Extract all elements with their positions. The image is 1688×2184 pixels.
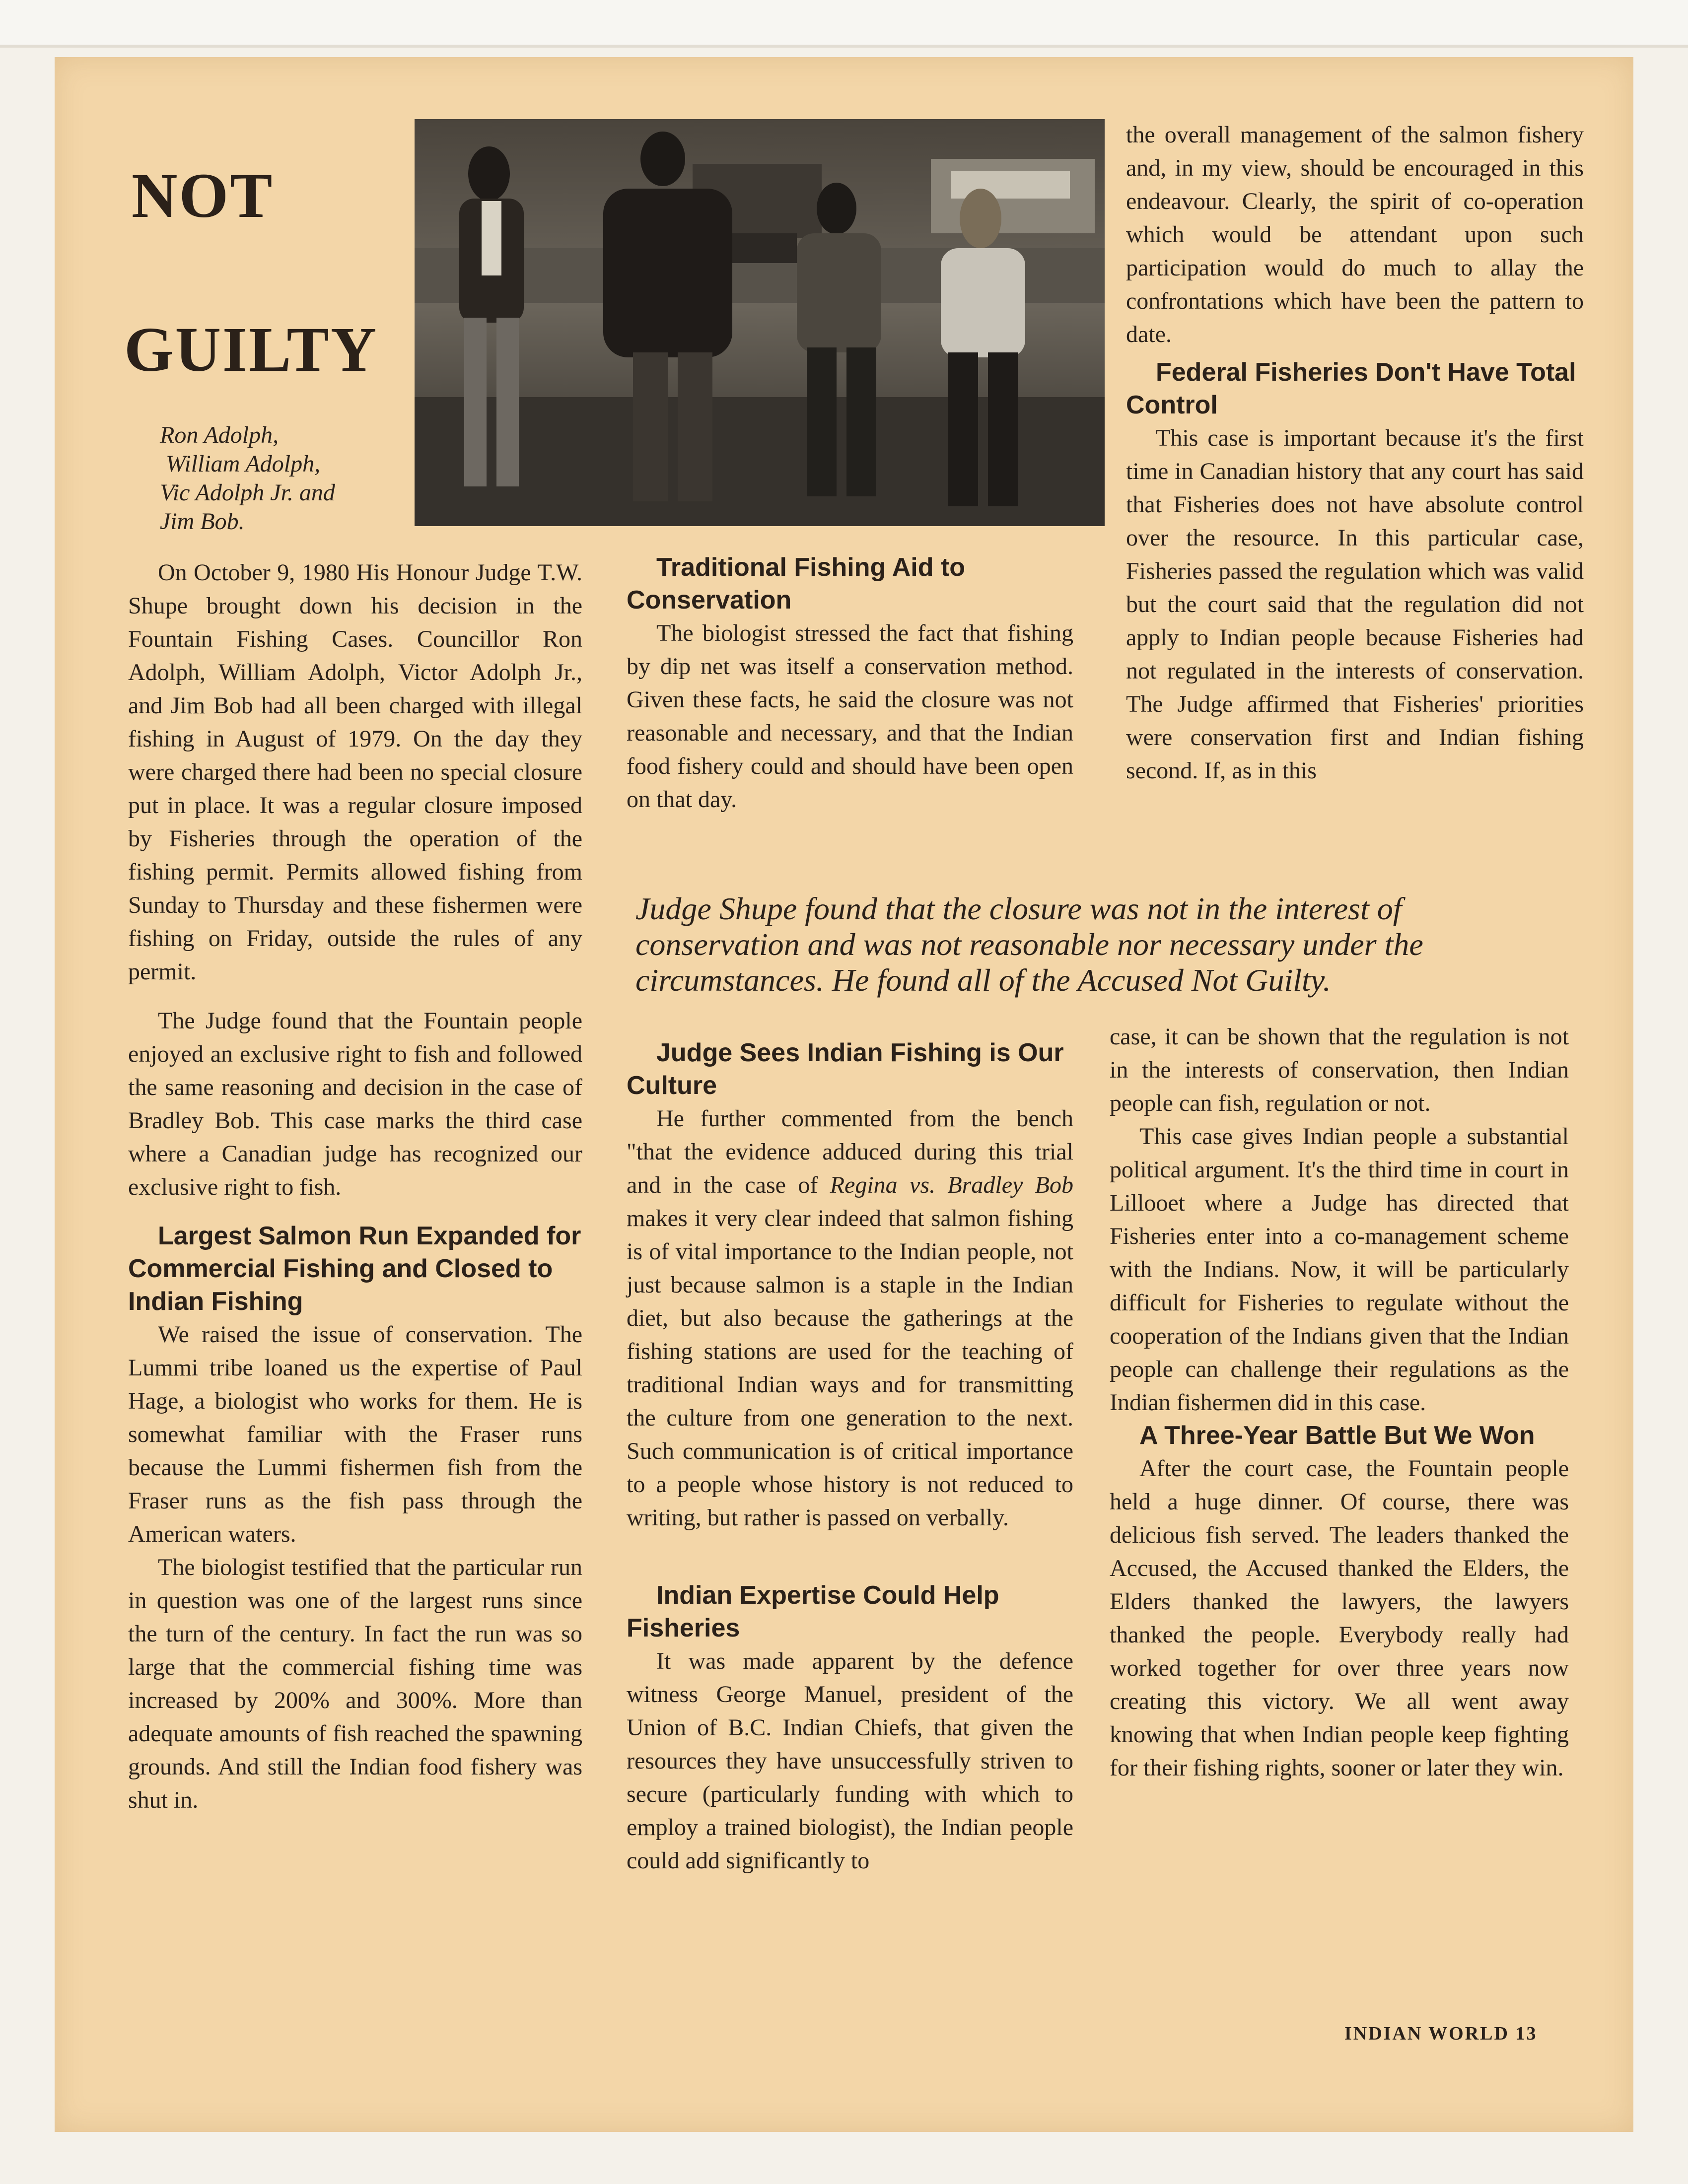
paragraph: This case is important because it's the first time in Canadian history that any court has said that Fisheries does not have absolute control over the resource. In this particular case, Fisheries passed the regulation which was valid but the court said that the regulation did not apply to Indian people because Fisheries had not regulated in the interests of conservation. The Judge affirmed that Fisheries' priorities were conservation first and Indian fishing second. If, as in this — [1126, 425, 1584, 784]
paragraph: the overall management of the salmon fishery and, in my view, should be encouraged in this endeavour. Clearly, the spirit of co-operation which would be attendant upon such participation would do much to allay the confrontations which have been the pattern to date. — [1126, 122, 1584, 347]
paragraph — [627, 1102, 1073, 1534]
group-photo-illustration — [415, 119, 1105, 526]
paragraph: case, it can be shown that the regulation is not in the interests of conservation, then Indian people can fish, regulation or not. — [1110, 1024, 1569, 1116]
section-heading: Judge Sees Indian Fishing is Our Culture — [627, 1038, 1064, 1100]
page-footer: INDIAN WORLD 13 — [1344, 2023, 1538, 2044]
column-2-bottom — [627, 1036, 1073, 1877]
paragraph: The Judge found that the Fountain people enjoyed an exclusive right to fish and followed the same reasoning and decision in the case of Bradley Bob. This case marks the third case where a Canadian judge has recognized our exclusive right to fish. — [128, 1008, 582, 1200]
section-heading: Traditional Fishing Aid to Conservation — [627, 553, 966, 614]
quote-text: makes it very clear indeed that salmon fishing is of vital importance to the Indian people, not just because salmon is a staple in the Indian diet, but also because the gatherings at the fishing stations are used for the teaching of traditional Indian ways and for transmitting the culture from one generation to the next. Such communication is of critical importance to a people whose history is not reduced to writing, but rather is passed on verbally. — [627, 1205, 1073, 1531]
column-2-top — [627, 551, 1073, 816]
pull-quote-line: conservation and was not reasonable nor necessary under the — [635, 927, 1423, 962]
caption-line: Ron Adolph, — [160, 422, 279, 448]
section-heading: Largest Salmon Run Expanded for Commercial Fishing and Closed to Indian Fishing — [128, 1222, 581, 1316]
column-1 — [128, 556, 582, 1817]
case-name: Regina vs. Bradley Bob — [830, 1172, 1073, 1198]
section-heading: Federal Fisheries Don't Have Total Control — [1126, 358, 1576, 419]
paragraph: This case gives Indian people a substantial political argument. It's the third time in court in Lillooet where a Judge has directed that Fisheries enter into a co-management scheme with the Indians. Now, it will be particularly difficult for Fisheries to regulate without the cooperation of the Indians given that the Indian people can challenge their regulations as the Indian fishermen did in this case. — [1110, 1123, 1569, 1416]
pull-quote-line: circumstances. He found all of the Accused Not Guilty. — [635, 962, 1331, 998]
group-photo — [415, 119, 1105, 526]
scan-margin — [0, 0, 1688, 48]
photo-caption — [160, 421, 418, 536]
paragraph: The biologist testified that the particular run in question was one of the largest runs since the turn of the century. In fact the run was so large that the commercial fishing time was increased by 200% and 300%. More than adequate amounts of fish reached the spawning grounds. And still the Indian food fishery was shut in. — [128, 1554, 582, 1813]
section-heading: A Three-Year Battle But We Won — [1139, 1421, 1535, 1450]
column-3-top — [1126, 118, 1584, 787]
column-3-bottom — [1110, 1020, 1569, 1784]
headline-line-2: GUILTY — [124, 314, 378, 385]
paragraph: The biologist stressed the fact that fishing by dip net was itself a conservation method. Given these facts, he said the closure was not reasonable and necessary, and that the Indian food fishery could and should have been open on that day. — [627, 620, 1073, 813]
quote-text: He further commented from the bench "that the evidence adduced during this trial and in the case of — [627, 1105, 1073, 1198]
caption-line: Jim Bob. — [160, 508, 245, 535]
paragraph: It was made apparent by the defence witness George Manuel, president of the Union of B.C. Indian Chiefs, that given the resources they have unsuccessfully striven to secure (particularly funding with which to employ a trained biologist), the Indian people could add significantly to — [627, 1648, 1073, 1874]
section-heading: Indian Expertise Could Help Fisheries — [627, 1581, 999, 1642]
pull-quote-line: Judge Shupe found that the closure was not in the interest of — [635, 891, 1402, 926]
caption-line: William Adolph, — [166, 451, 321, 477]
caption-line: Vic Adolph Jr. and — [160, 479, 335, 506]
paragraph: On October 9, 1980 His Honour Judge T.W. Shupe brought down his decision in the Fountain Fishing Cases. Councillor Ron Adolph, William Adolph, Victor Adolph Jr., and Jim Bob had all been charged with illegal fishing in August of 1979. On the day they were charged there had been no special closure put in place. It was a regular closure imposed by Fisheries through the operation of the fishing permit. Permits allowed fishing from Sunday to Thursday and these fishermen were fishing on Friday, outside the rules of any permit. — [128, 559, 582, 985]
paragraph: We raised the issue of conservation. The Lummi tribe loaned us the expertise of Paul Hage, a biologist who works for them. He is somewhat familiar with the Fraser runs because the Lummi fishermen fish from the Fraser runs as the fish pass through the American waters. — [128, 1321, 582, 1547]
pull-quote — [635, 891, 1589, 998]
headline-line-1: NOT — [132, 160, 274, 231]
paragraph: After the court case, the Fountain people held a huge dinner. Of course, there was delicious fish served. The leaders thanked the Accused, the Accused thanked the Elders, the Elders thanked the lawyers, the lawyers thanked the people. Everybody really had worked together for over three years now creating this victory. We all went away knowing that when Indian people keep fighting for their fishing rights, sooner or later they win. — [1110, 1455, 1569, 1781]
